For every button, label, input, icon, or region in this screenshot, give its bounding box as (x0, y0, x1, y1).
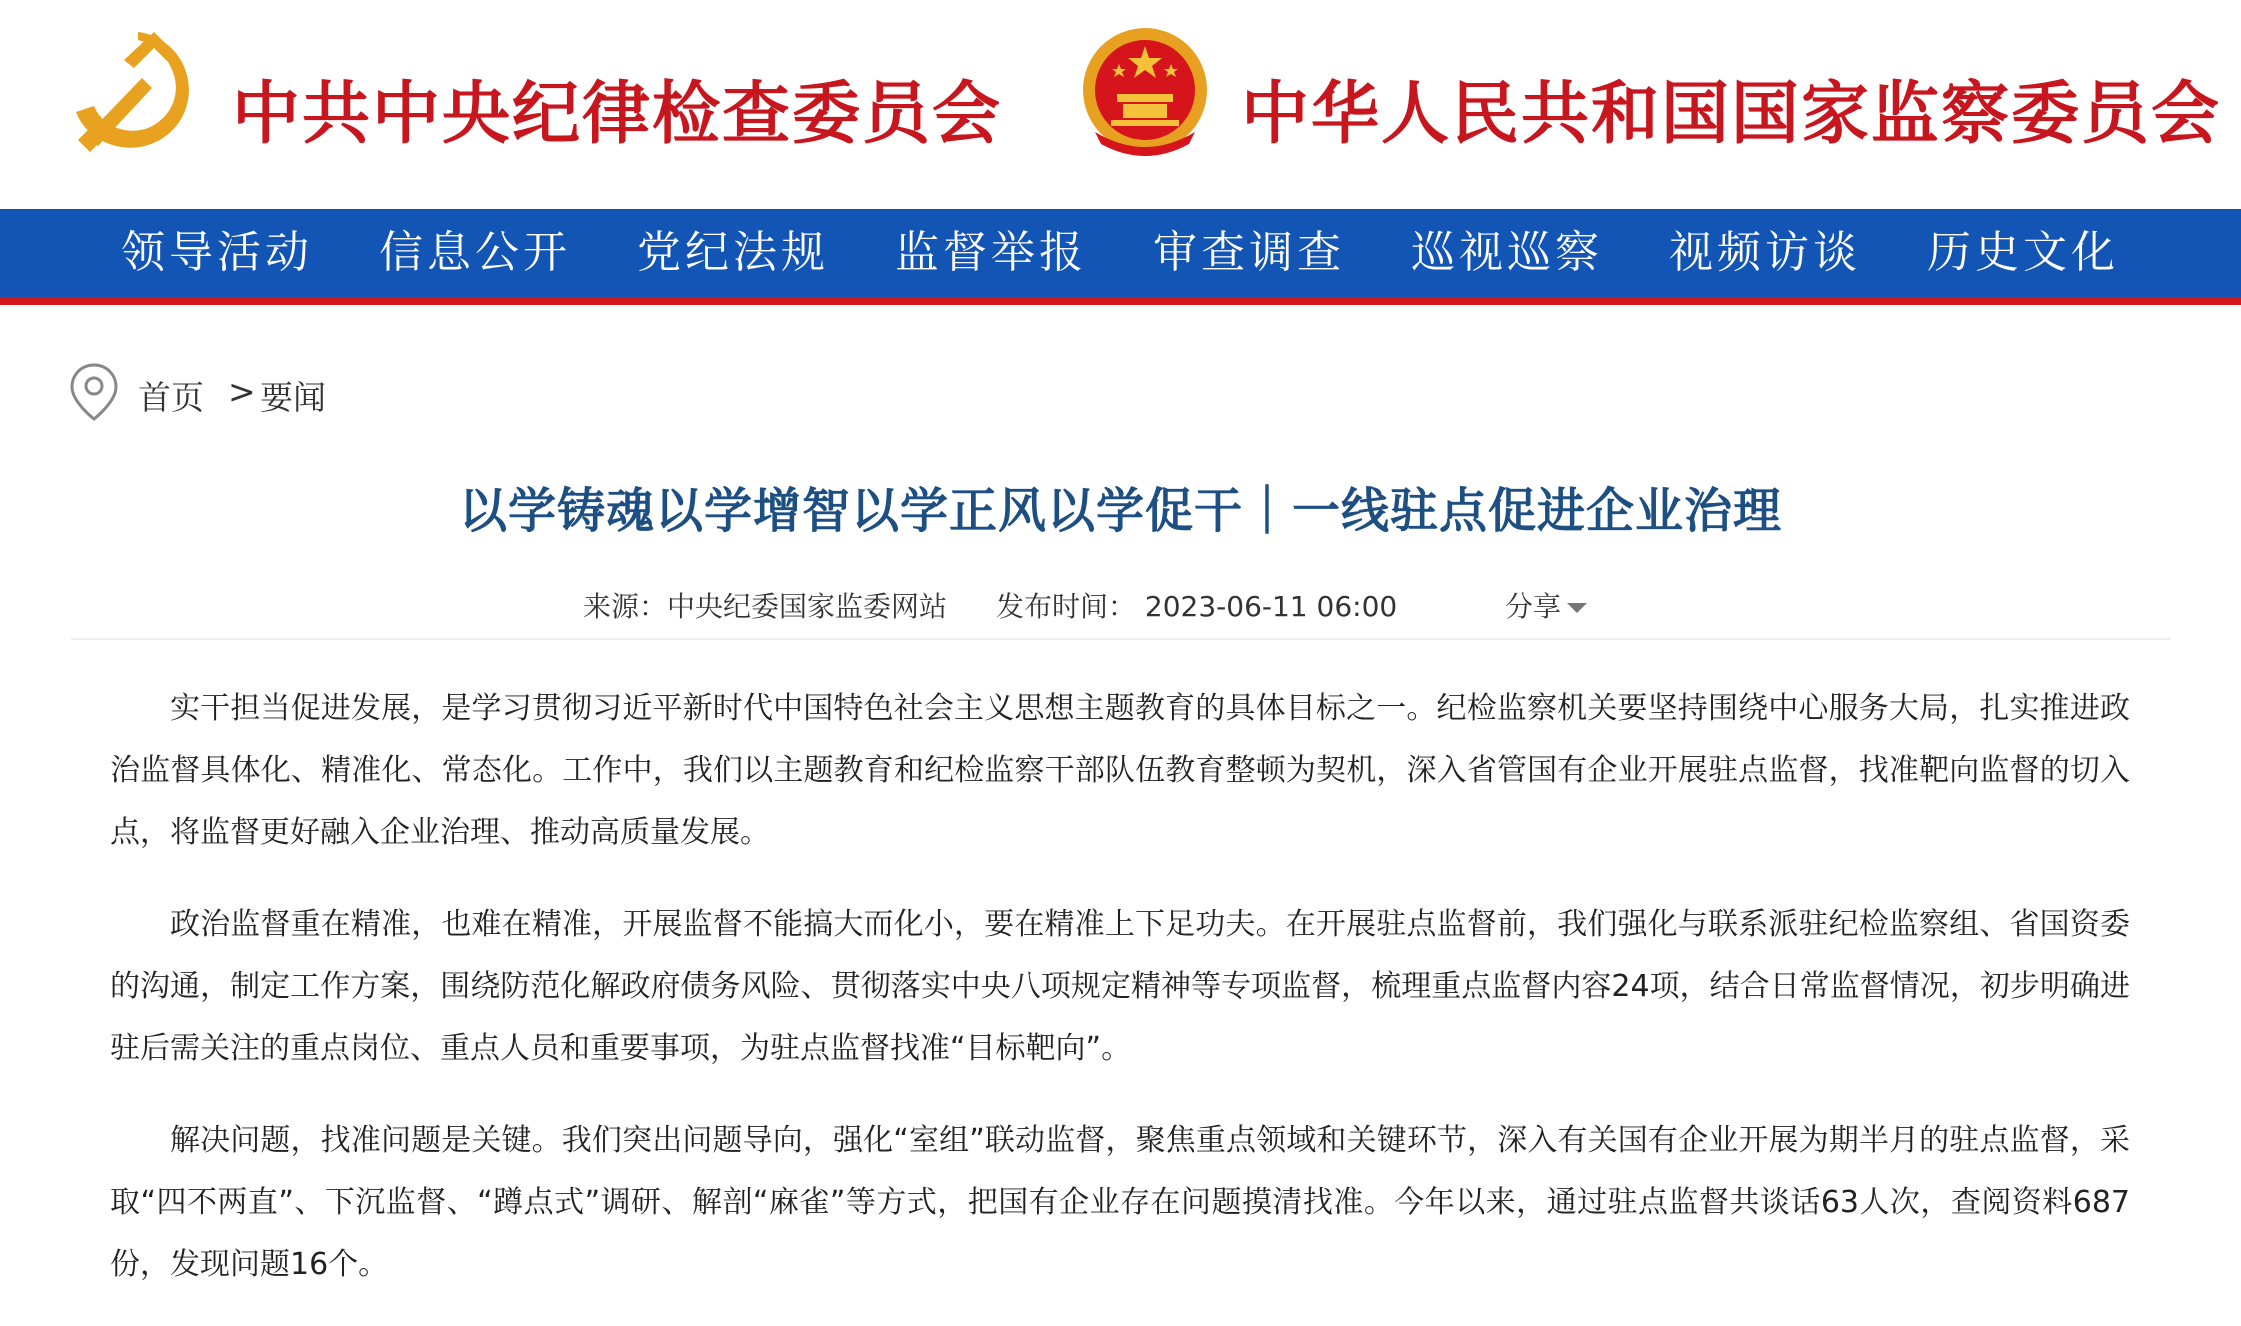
share-label: 分享 (1505, 590, 1562, 623)
article-paragraph: 解决问题，找准问题是关键。我们突出问题导向，强化“室组”联动监督，聚焦重点领域和关键环节，深入有关国有企业开展为期半月的驻点监督，采取“四不两直”、下沉监督、“蹲点式”调研、解剖“麻雀”等方式，把国有企业存在问题摸清找准。今年以来，通过驻点监督共谈话63人次，查阅资料687份，发现问题16个。 (110, 1123, 2130, 1282)
article-paragraph: 政治监督重在精准，也难在精准，开展监督不能搞大而化小，要在精准上下足功夫。在开展驻点监督前，我们强化与联系派驻纪检监察组、省国资委的沟通，制定工作方案，围绕防范化解政府债务风险、贯彻落实中央八项规定精神等专项监督，梳理重点监督内容24项，结合日常监督情况，初步明确进驻后需关注的重点岗位、重点人员和重要事项，为驻点监督找准“目标靶向”。 (110, 907, 2130, 1066)
chevron-down-icon (1567, 603, 1587, 613)
nav-item-leadership[interactable]: 领导活动 (121, 227, 313, 278)
main-nav (0, 209, 2241, 305)
site-header (0, 0, 2241, 209)
article-title: 以学铸魂以学增智以学正风以学促干｜一线驻点促进企业治理 (458, 483, 1782, 539)
ccdi-name: 中共中央纪律检查委员会 (232, 74, 1003, 154)
nsc-name: 中华人民共和国国家监察委员会 (1241, 74, 2222, 154)
breadcrumb-home[interactable]: 首页 (138, 378, 204, 417)
article-source: 来源：中央纪委国家监委网站 (583, 590, 948, 623)
article-body (110, 678, 2130, 1326)
breadcrumb-separator: > (228, 372, 256, 411)
nav-item-reporting[interactable]: 监督举报 (895, 227, 1087, 278)
title-divider (71, 638, 2171, 640)
location-pin-icon (68, 362, 120, 422)
nav-item-investigation[interactable]: 审查调查 (1153, 227, 1345, 278)
nav-item-disclosure[interactable]: 信息公开 (379, 227, 571, 278)
nav-item-regulations[interactable]: 党纪法规 (637, 227, 829, 278)
article-publish-time: 发布时间： 2023-06-11 06:00 (996, 590, 1398, 623)
party-emblem-icon (72, 22, 202, 162)
nav-item-video[interactable]: 视频访谈 (1669, 227, 1861, 278)
nav-item-inspection[interactable]: 巡视巡察 (1411, 227, 1603, 278)
breadcrumb-current[interactable]: 要闻 (260, 378, 326, 417)
national-emblem-icon (1075, 22, 1215, 162)
share-button[interactable] (1505, 585, 1587, 625)
article-paragraph: 实干担当促进发展，是学习贯彻习近平新时代中国特色社会主义思想主题教育的具体目标之一。纪检监察机关要坚持围绕中心服务大局，扎实推进政治监督具体化、精准化、常态化。工作中，我们以主题教育和纪检监察干部队伍教育整顿为契机，深入省管国有企业开展驻点监督，找准靶向监督的切入点，将监督更好融入企业治理、推动高质量发展。 (110, 691, 2130, 850)
nav-item-history[interactable]: 历史文化 (1927, 227, 2119, 278)
